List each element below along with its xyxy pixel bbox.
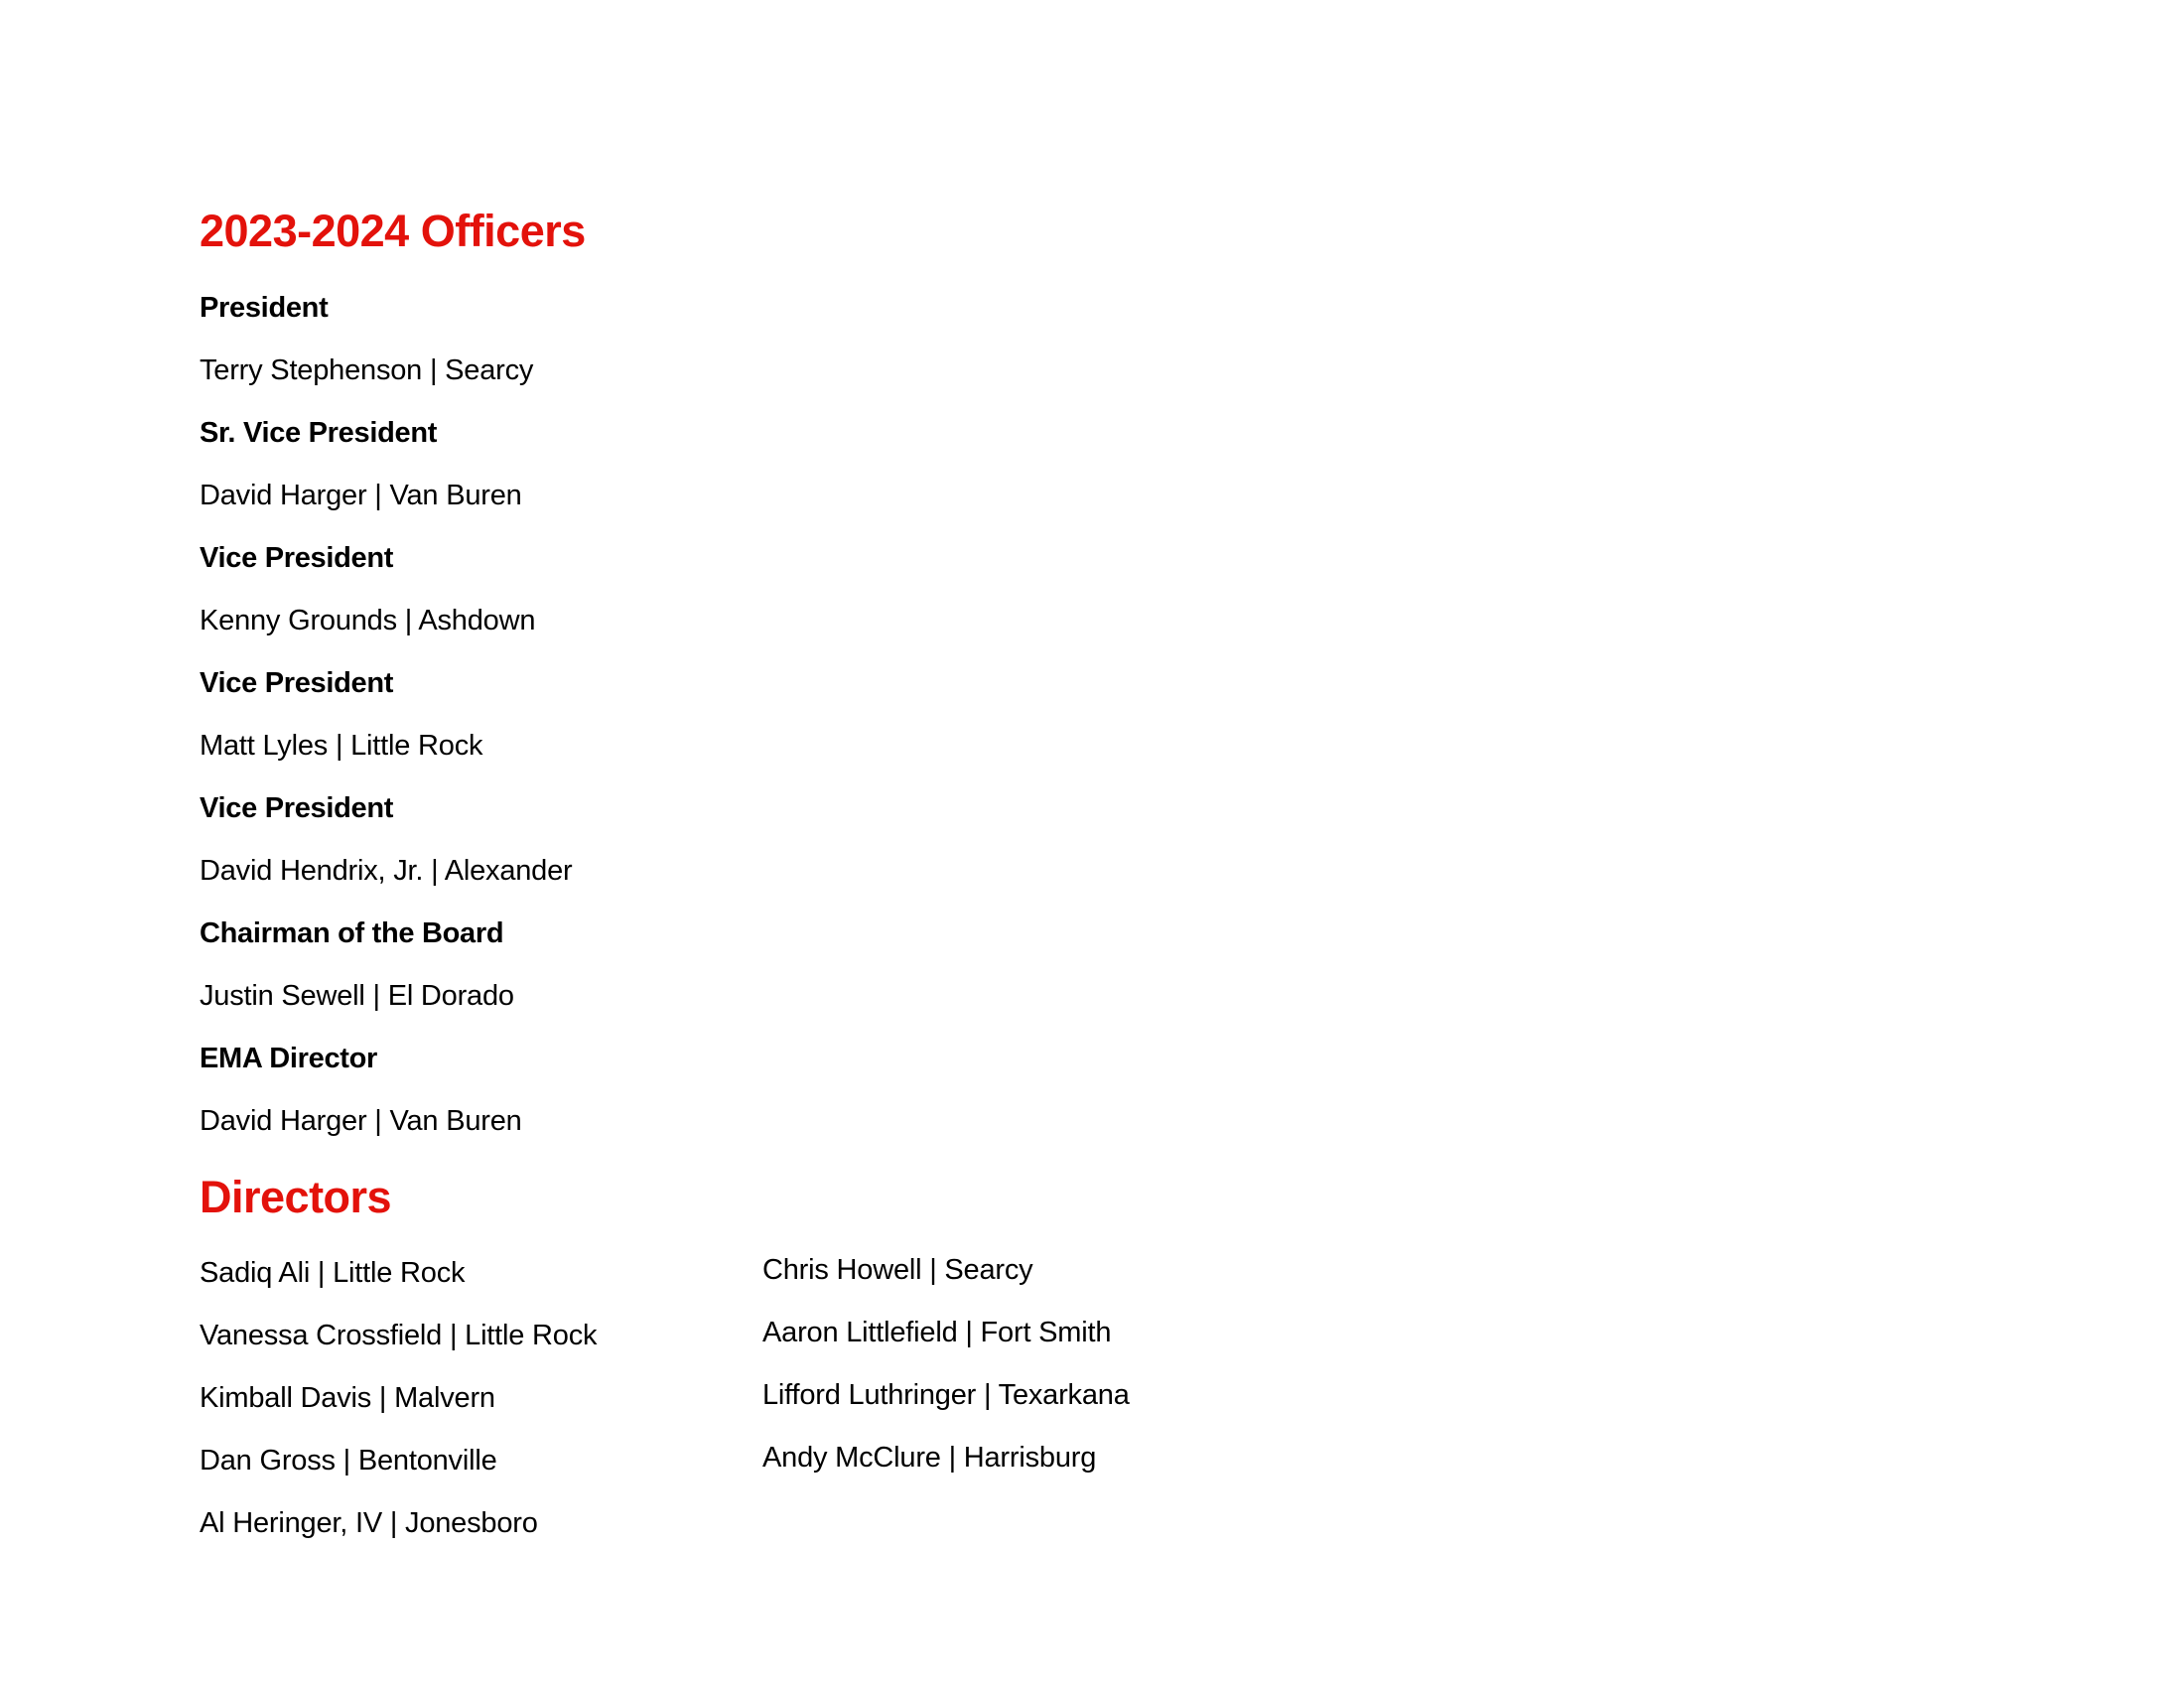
officer-name: Justin Sewell | El Dorado xyxy=(200,980,514,1012)
officer-name: Kenny Grounds | Ashdown xyxy=(200,605,536,636)
director-entry: Vanessa Crossfield | Little Rock xyxy=(200,1320,598,1351)
director-entry: Lifford Luthringer | Texarkana xyxy=(762,1379,1130,1411)
officer-title: Chairman of the Board xyxy=(200,917,504,949)
officers-heading: 2023-2024 Officers xyxy=(200,206,586,256)
director-entry: Dan Gross | Bentonville xyxy=(200,1445,497,1477)
officer-title: Vice President xyxy=(200,792,394,824)
officer-name: Terry Stephenson | Searcy xyxy=(200,354,534,386)
officer-name: David Harger | Van Buren xyxy=(200,480,522,511)
officer-name: David Harger | Van Buren xyxy=(200,1105,522,1137)
officer-title: Sr. Vice President xyxy=(200,417,438,449)
officer-title: EMA Director xyxy=(200,1043,378,1074)
officer-name: Matt Lyles | Little Rock xyxy=(200,730,483,762)
director-entry: Andy McClure | Harrisburg xyxy=(762,1442,1097,1474)
director-entry: Al Heringer, IV | Jonesboro xyxy=(200,1507,538,1539)
director-entry: Sadiq Ali | Little Rock xyxy=(200,1257,466,1289)
officer-title: President xyxy=(200,292,329,324)
officer-name: David Hendrix, Jr. | Alexander xyxy=(200,855,573,887)
officer-title: Vice President xyxy=(200,542,394,574)
directors-heading: Directors xyxy=(200,1172,392,1222)
director-entry: Chris Howell | Searcy xyxy=(762,1254,1033,1286)
director-entry: Kimball Davis | Malvern xyxy=(200,1382,495,1414)
director-entry: Aaron Littlefield | Fort Smith xyxy=(762,1317,1112,1348)
officer-title: Vice President xyxy=(200,667,394,699)
